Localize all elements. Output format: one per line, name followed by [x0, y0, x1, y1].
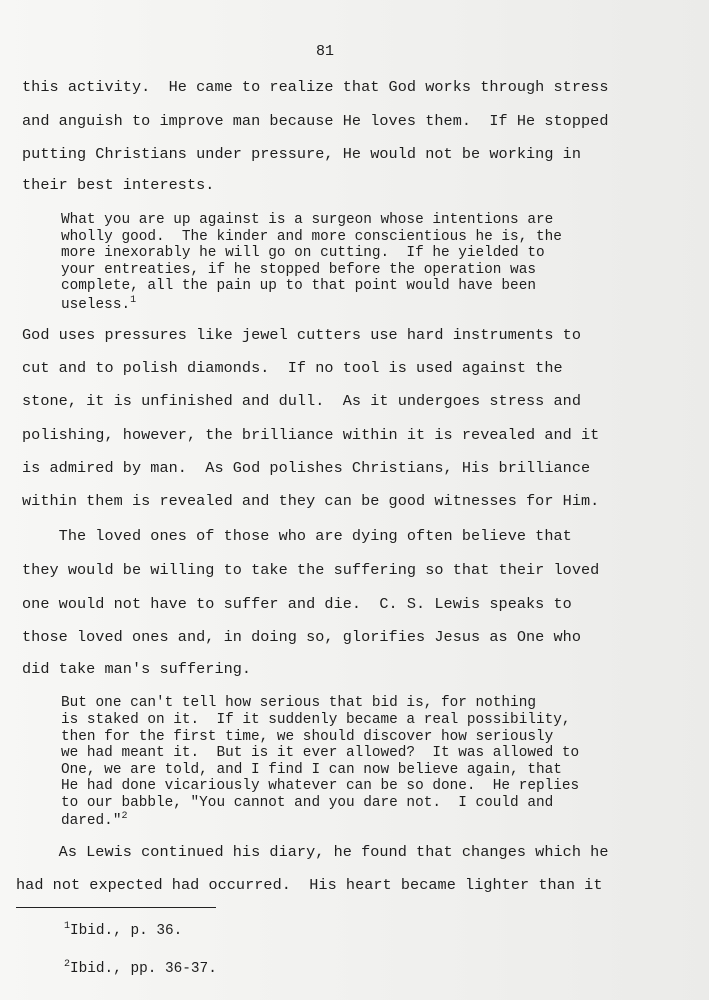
- footnote-marker: 1: [64, 921, 71, 932]
- body-text-line: putting Christians under pressure, He would not be working in: [22, 145, 582, 163]
- block-quote-line: What you are up against is a surgeon whose intentions are: [61, 212, 554, 228]
- body-text-line: their best interests.: [22, 176, 215, 194]
- block-quote-line: [61, 809, 681, 829]
- block-quote-line: is staked on it. If it suddenly became a real possibility,: [61, 712, 571, 728]
- footnote-divider: [16, 907, 216, 908]
- body-text-line: did take man's suffering.: [22, 660, 252, 678]
- block-quote-line: complete, all the pain up to that point would have been: [61, 278, 536, 294]
- block-quote-line: your entreaties, if he stopped before the operation was: [61, 262, 536, 278]
- footnote: [64, 921, 182, 939]
- block-quote-line: One, we are told, and I find I can now believe again, that: [61, 762, 562, 778]
- body-text-line: and anguish to improve man because He loves them. If He stopped: [22, 112, 609, 130]
- body-text-line: polishing, however, the brilliance within it is revealed and it: [22, 426, 600, 444]
- body-text-line: is admired by man. As God polishes Christians, His brilliance: [22, 459, 591, 477]
- body-text-line: this activity. He came to realize that God works through stress: [22, 78, 609, 96]
- block-quote-line: He had done vicariously whatever can be so done. He replies: [61, 778, 580, 794]
- footnote-reference: 1: [130, 295, 137, 306]
- block-quote-text: dared.": [61, 813, 122, 829]
- block-quote-line: to our babble, "You cannot and you dare not. I could and: [61, 795, 554, 811]
- body-text-line: The loved ones of those who are dying often believe that: [22, 527, 572, 545]
- footnote-text: Ibid., pp. 36-37.: [70, 961, 217, 977]
- page-number: 81: [316, 43, 335, 60]
- body-text-line: had not expected had occurred. His heart became lighter than it: [16, 876, 603, 894]
- body-text-line: one would not have to suffer and die. C. S. Lewis speaks to: [22, 595, 572, 613]
- block-quote-line: [61, 293, 681, 313]
- block-quote-line: then for the first time, we should discover how seriously: [61, 729, 554, 745]
- body-text-line: within them is revealed and they can be good witnesses for Him.: [22, 492, 600, 510]
- body-text-line: they would be willing to take the suffering so that their loved: [22, 561, 600, 579]
- footnote-text: Ibid., p. 36.: [70, 923, 183, 939]
- block-quote-line: wholly good. The kinder and more conscientious he is, the: [61, 229, 562, 245]
- body-text-line: God uses pressures like jewel cutters use hard instruments to: [22, 326, 582, 344]
- body-text-line: those loved ones and, in doing so, glorifies Jesus as One who: [22, 628, 582, 646]
- body-text-line: cut and to polish diamonds. If no tool is used against the: [22, 359, 563, 377]
- block-quote-line: But one can't tell how serious that bid is, for nothing: [61, 695, 536, 711]
- footnote-marker: 2: [64, 959, 71, 970]
- footnote-reference: 2: [121, 811, 128, 822]
- body-text-line: stone, it is unfinished and dull. As it undergoes stress and: [22, 392, 582, 410]
- footnote: [64, 959, 217, 977]
- block-quote-line: we had meant it. But is it ever allowed? It was allowed to: [61, 745, 580, 761]
- block-quote-line: more inexorably he will go on cutting. If he yielded to: [61, 245, 545, 261]
- block-quote-text: useless.: [61, 297, 131, 313]
- body-text-line: As Lewis continued his diary, he found that changes which he: [22, 843, 609, 861]
